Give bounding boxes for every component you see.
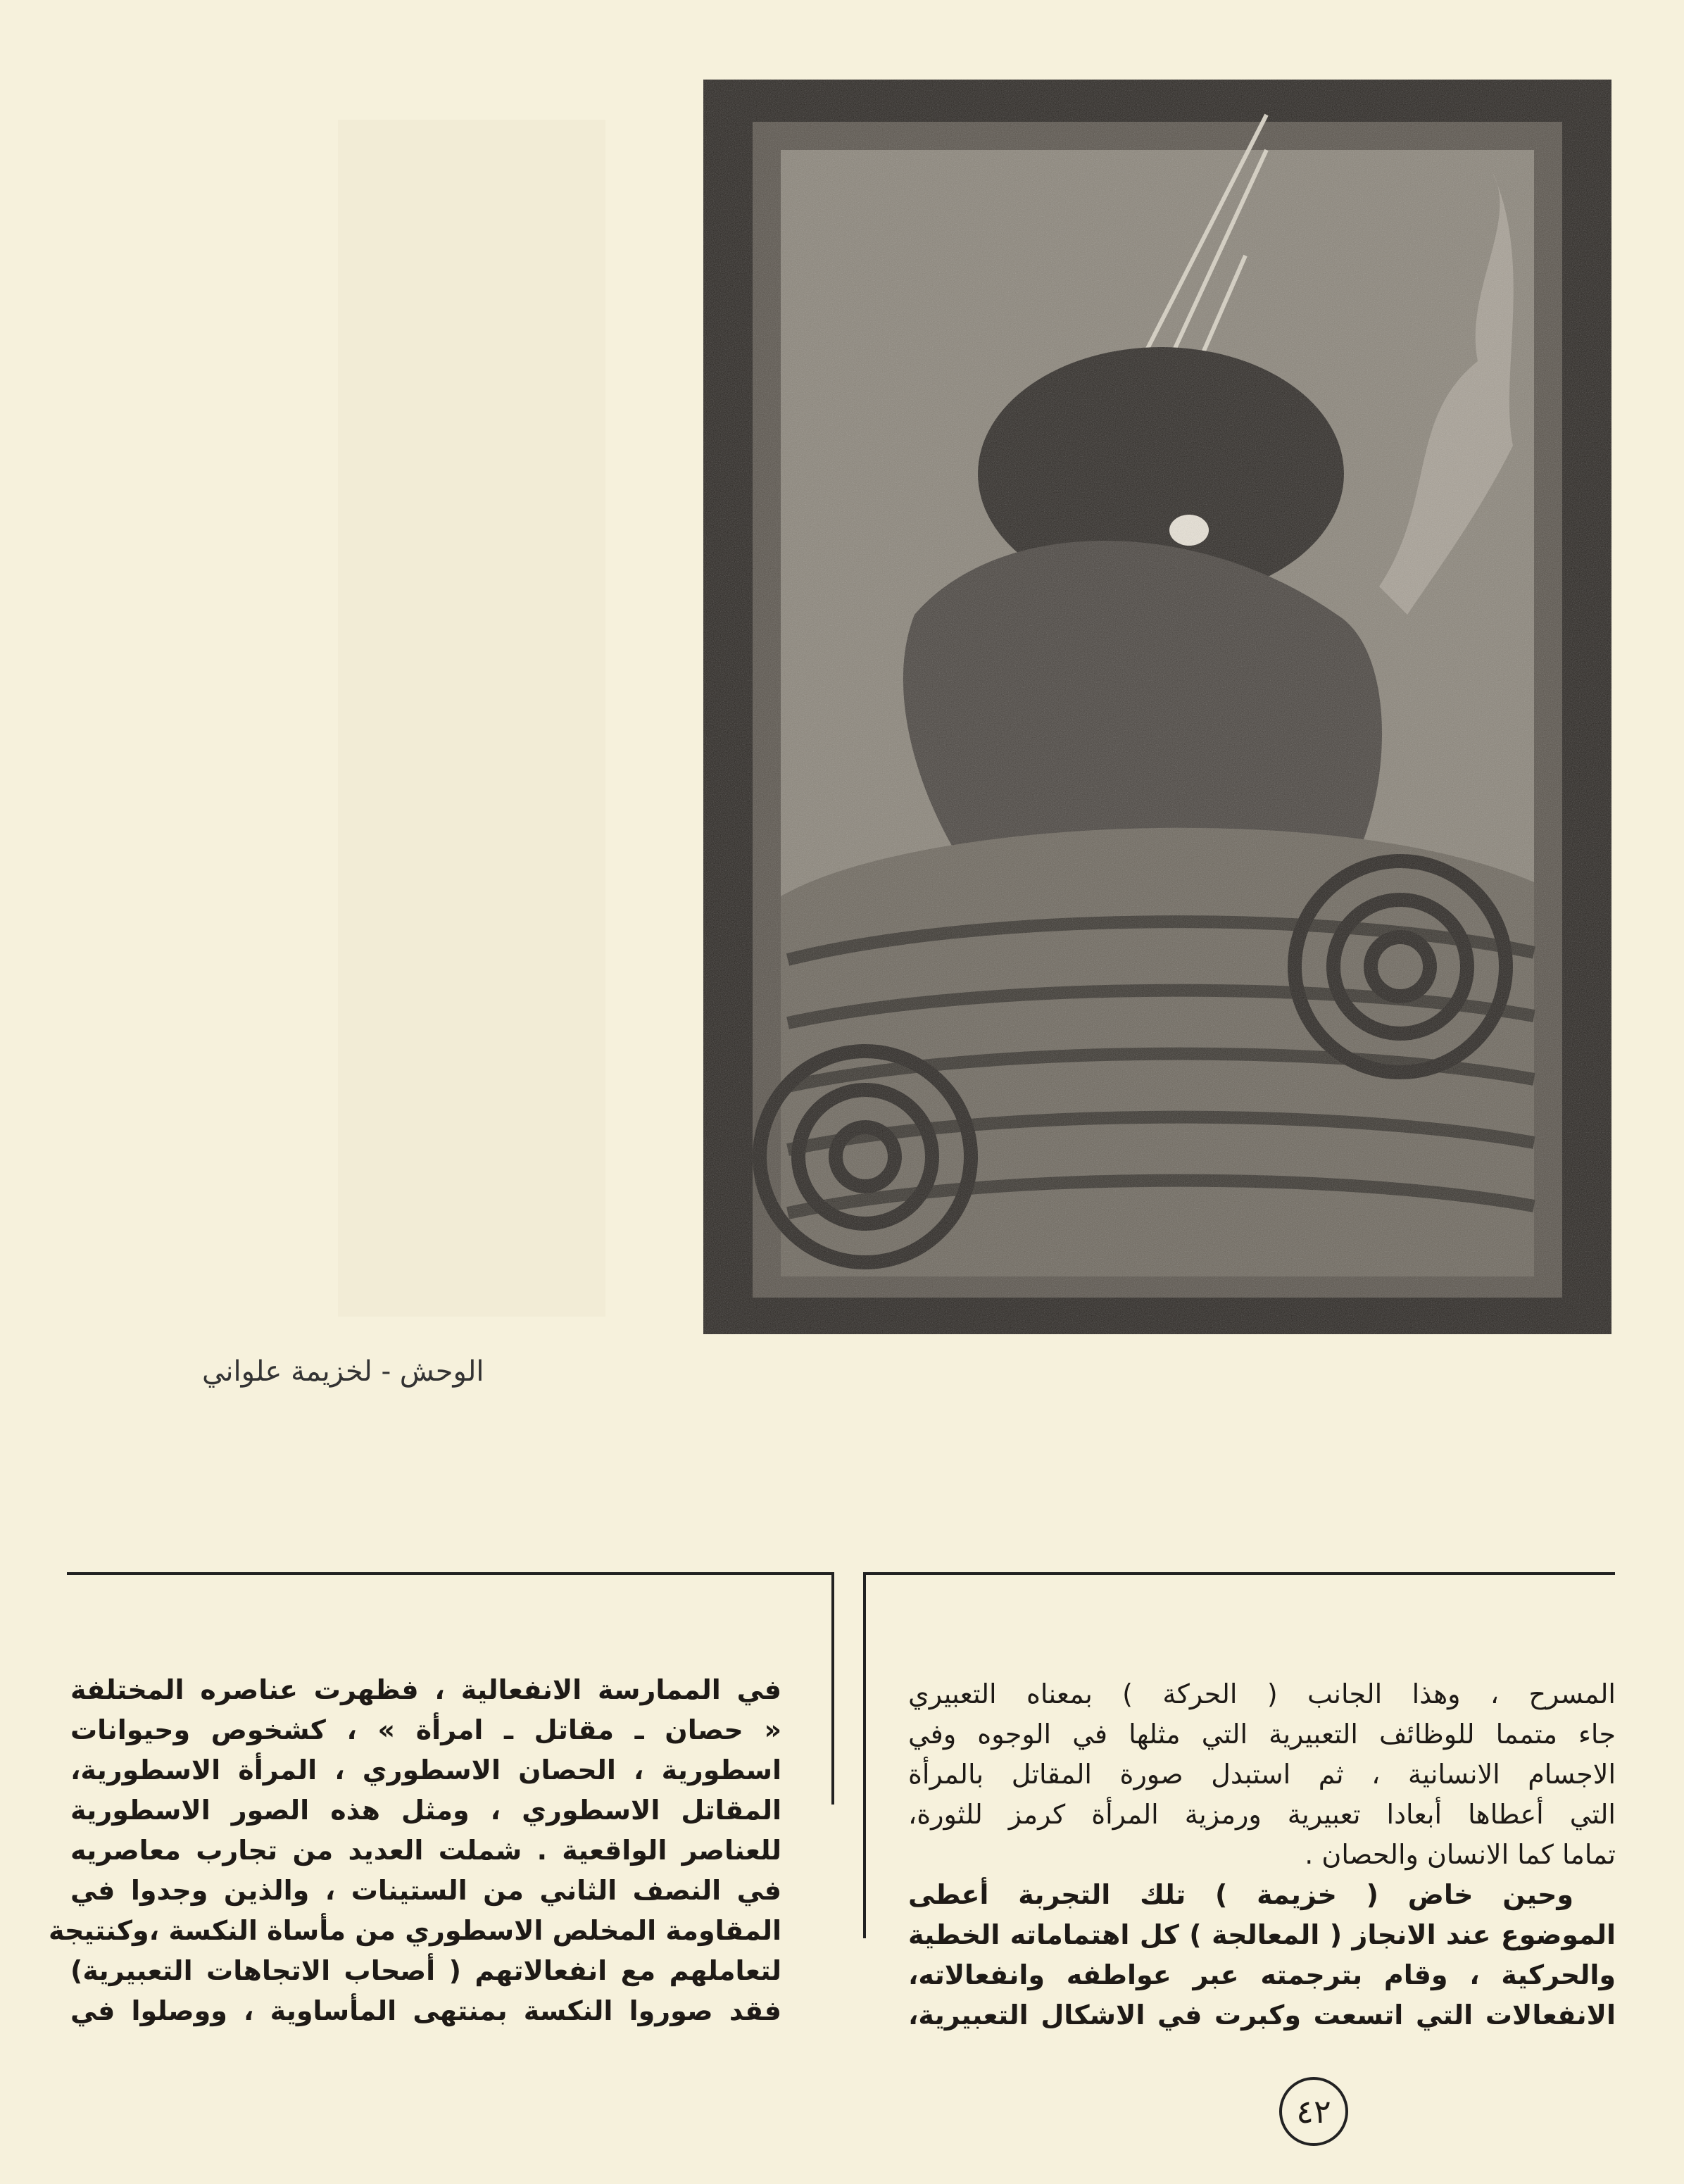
text-line: تماما كما الانسان والحصان . xyxy=(1305,1839,1616,1870)
right-column-text xyxy=(908,1674,1616,2035)
paragraph-bold xyxy=(908,1875,1616,2035)
text-line: التي أعطاها أبعادا تعبيرية ورمزية المرأة كرمز للثورة، xyxy=(908,1799,1616,1830)
page-number: ٤٢ xyxy=(1279,2077,1348,2146)
left-column-text xyxy=(48,1670,781,2031)
left-column-side-rule xyxy=(831,1572,834,1805)
text-line: الانفعالات التي اتسعت وكبرت في الاشكال التعبيرية، xyxy=(908,2000,1616,2031)
text-line: في النصف الثاني من الستينات ، والذين وجدوا في xyxy=(70,1875,781,1906)
page-shadow xyxy=(338,120,605,1317)
text-line: وحين خاض ( خزيمة ) تلك التجربة أعطى xyxy=(908,1879,1573,1910)
paragraph xyxy=(908,1674,1616,1875)
right-column-side-rule xyxy=(863,1572,866,1938)
text-line: اسطورية ، الحصان الاسطوري ، المرأة الاسطورية، xyxy=(70,1755,781,1786)
painting-the-beast xyxy=(703,80,1611,1334)
text-line: المقاومة المخلص الاسطوري من مأساة النكسة ،وكنتيجة xyxy=(48,1915,781,1946)
text-line: فقد صوروا النكسة بمنتهى المأساوية ، ووصلوا في xyxy=(70,1995,781,2026)
text-line: للعناصر الواقعية . شملت العديد من تجارب معاصريه xyxy=(70,1835,781,1866)
text-line: جاء متمما للوظائف التعبيرية التي مثلها في الوجوه وفي xyxy=(908,1719,1616,1750)
text-line: في الممارسة الانفعالية ، فظهرت عناصره المختلفة xyxy=(70,1674,781,1705)
text-line: المسرح ، وهذا الجانب ( الحركة ) بمعناه التعبيري xyxy=(908,1678,1616,1709)
text-line: والحركية ، وقام بترجمته عبر عواطفه وانفعالاته، xyxy=(908,1959,1616,1990)
text-line: الاجسام الانسانية ، ثم استبدل صورة المقاتل بالمرأة xyxy=(908,1759,1616,1790)
text-line: لتعاملهم مع انفعالاتهم ( أصحاب الاتجاهات التعبيرية) xyxy=(70,1955,781,1986)
figure-caption: الوحش - لخزيمة علواني xyxy=(202,1355,484,1388)
text-line: الموضوع عند الانجاز ( المعالجة ) كل اهتماماته الخطية xyxy=(908,1919,1616,1950)
text-line: المقاتل الاسطوري ، ومثل هذه الصور الاسطورية xyxy=(70,1795,781,1826)
left-column-top-rule xyxy=(67,1572,834,1575)
text-line: « حصان ـ مقاتل ـ امرأة » ، كشخوص وحيوانات xyxy=(70,1714,781,1745)
right-column-top-rule xyxy=(863,1572,1615,1575)
